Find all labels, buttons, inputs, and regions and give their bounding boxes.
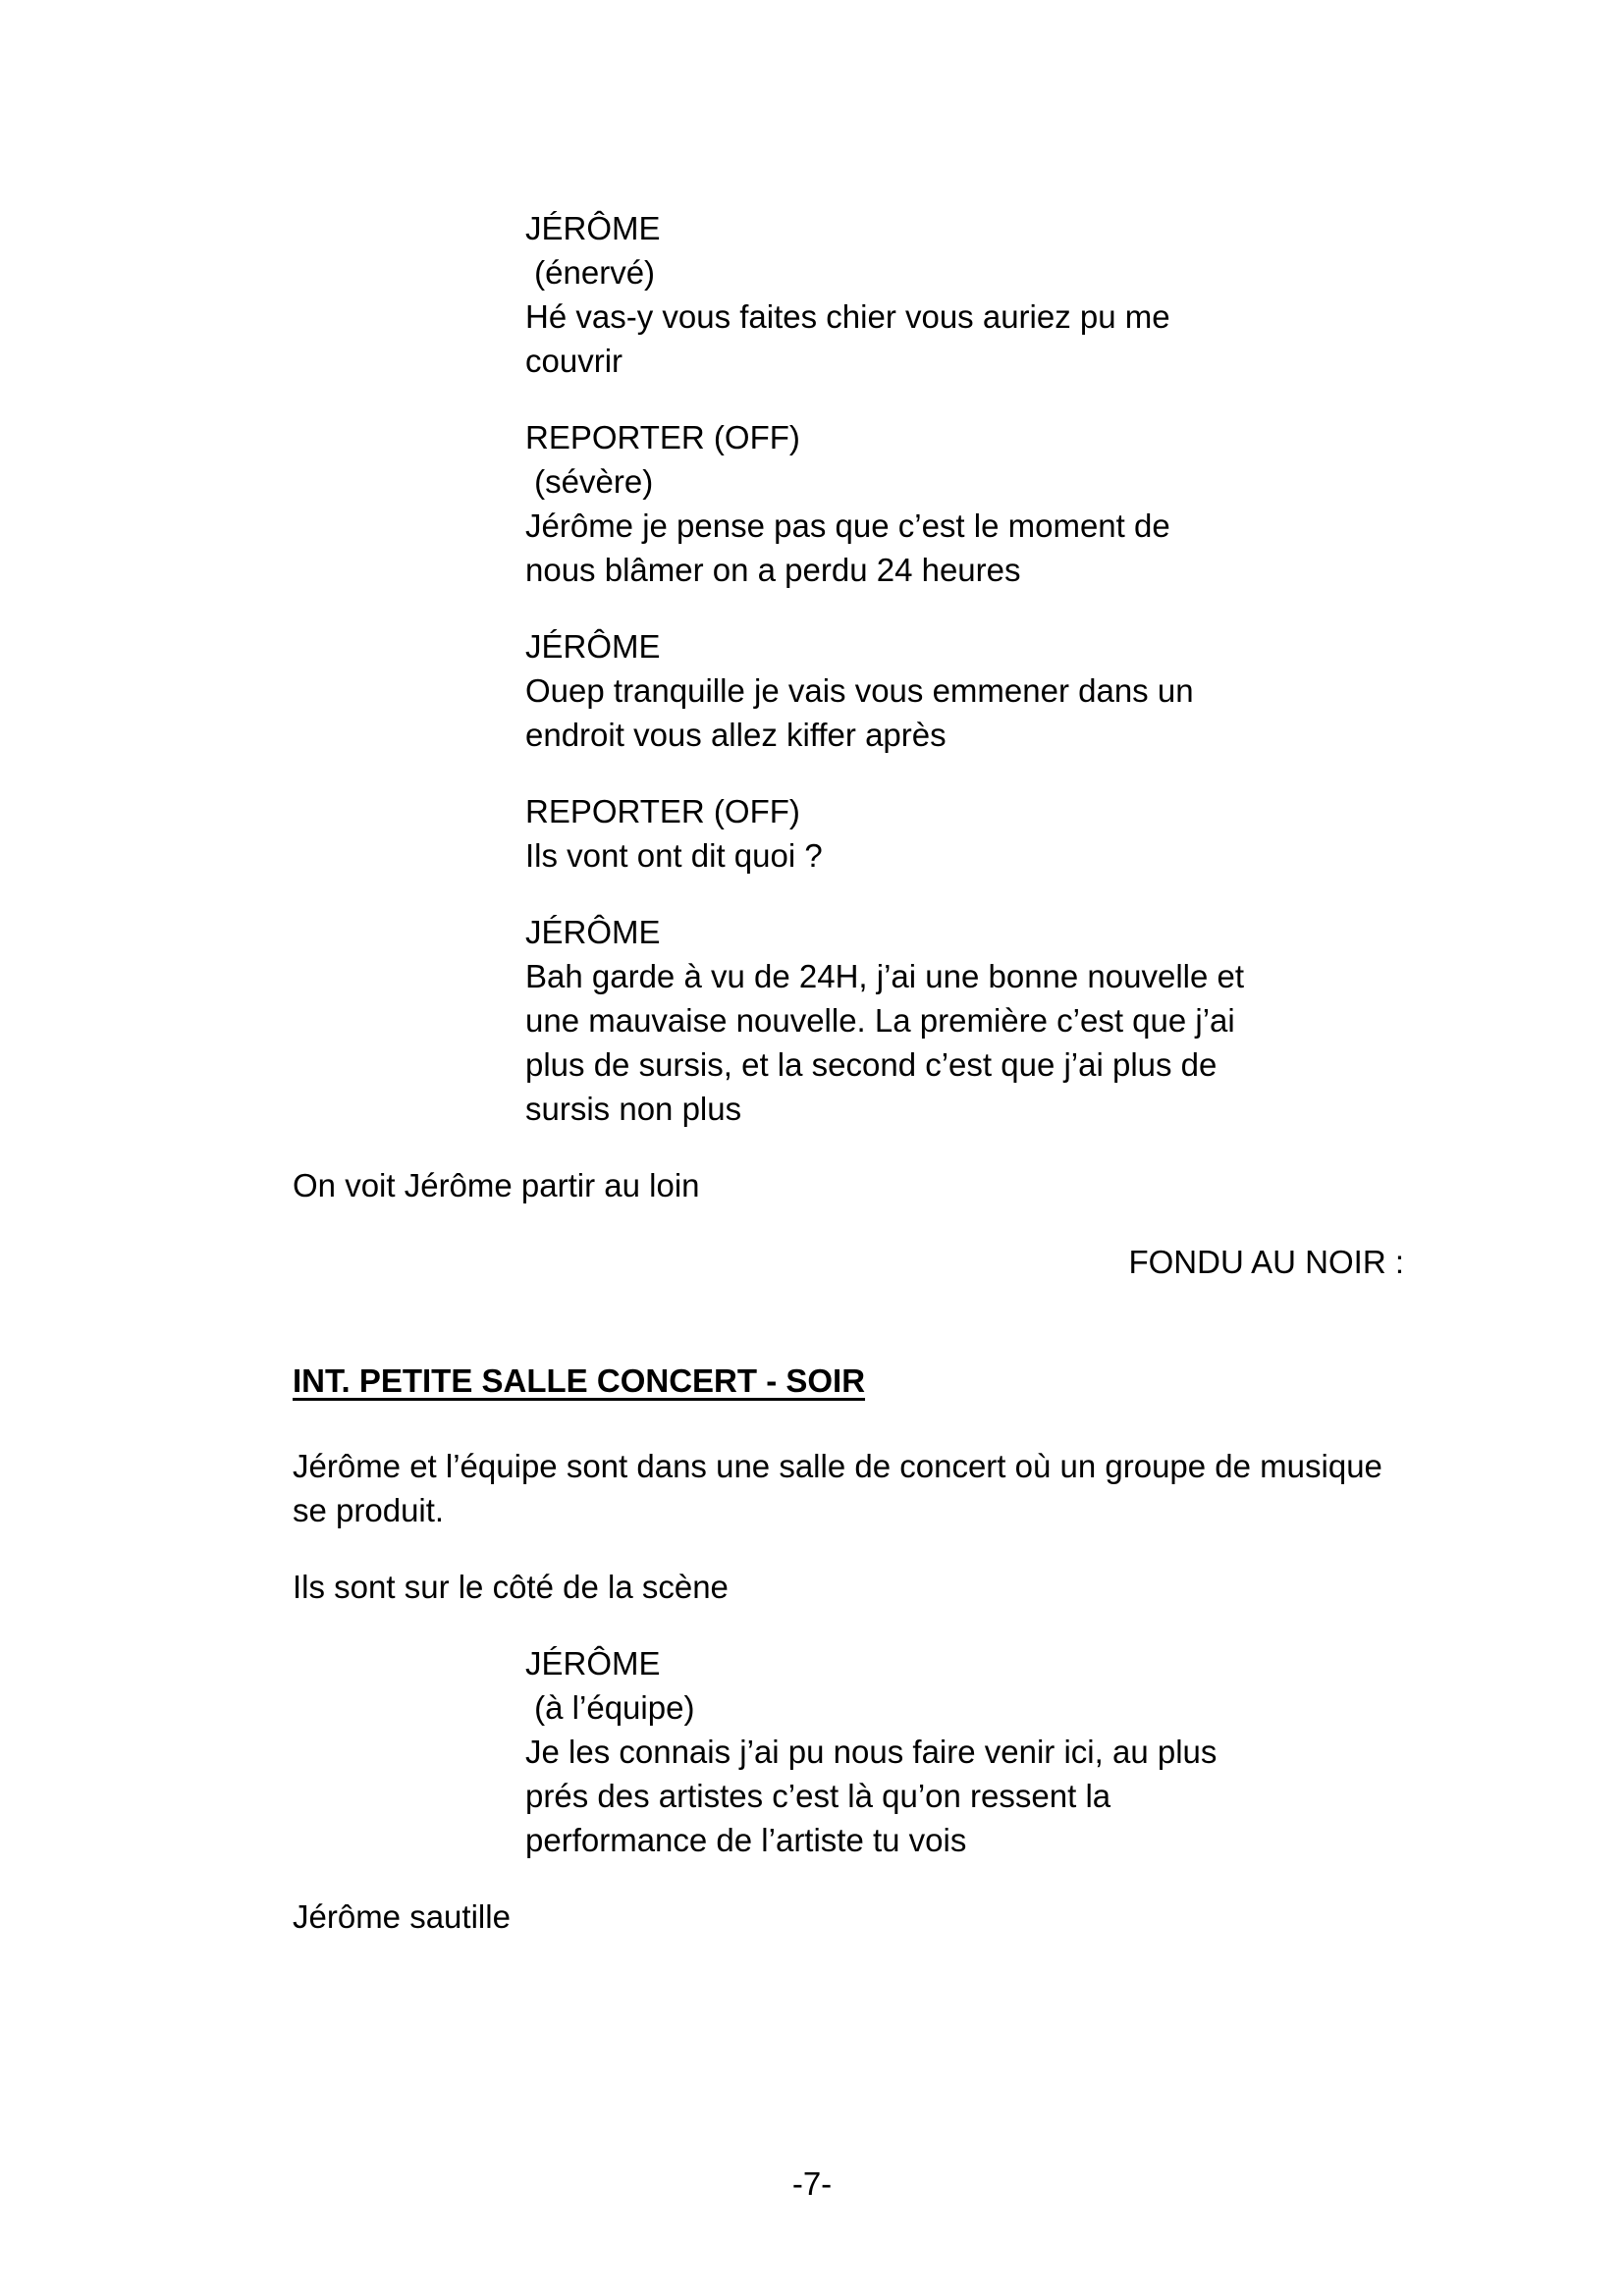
dialogue-line: Ils vont ont dit quoi ? <box>525 837 823 874</box>
dialogue-line: nous blâmer on a perdu 24 heures <box>525 552 1021 588</box>
action-text: Ils sont sur le côté de la scène <box>293 1569 729 1605</box>
dialogue-line: Je les connais j’ai pu nous faire venir ici, au plus <box>525 1734 1218 1770</box>
character-name: JÉRÔME <box>525 1645 661 1682</box>
character-name: JÉRÔME <box>525 914 661 950</box>
character-name: REPORTER (OFF) <box>525 419 800 455</box>
action-text: se produit. <box>293 1492 445 1528</box>
parenthetical: (sévère) <box>525 463 654 500</box>
dialogue-line: Jérôme je pense pas que c’est le moment de <box>525 507 1170 544</box>
dialogue-line: Ouep tranquille je vais vous emmener dans un <box>525 672 1194 709</box>
action-block <box>293 1444 1453 1532</box>
dialogue-block <box>525 206 1453 383</box>
dialogue-line: plus de sursis, et la second c’est que j’ai plus de <box>525 1046 1218 1083</box>
parenthetical: (à l’équipe) <box>525 1689 695 1726</box>
dialogue-line: Bah garde à vu de 24H, j’ai une bonne nouvelle et <box>525 958 1245 994</box>
dialogue-line: sursis non plus <box>525 1091 742 1127</box>
action-text: Jérôme et l’équipe sont dans une salle de concert où un groupe de musique <box>293 1448 1382 1484</box>
parenthetical: (énervé) <box>525 254 656 291</box>
scene-heading <box>293 1359 1453 1403</box>
action-block <box>293 1895 1453 1939</box>
character-name: JÉRÔME <box>525 628 661 665</box>
dialogue-line: prés des artistes c’est là qu’on ressent la <box>525 1778 1111 1814</box>
action-text: Jérôme sautille <box>293 1898 511 1935</box>
character-name: JÉRÔME <box>525 210 661 246</box>
dialogue-block <box>525 910 1453 1131</box>
page-number: -7- <box>791 2165 833 2202</box>
dialogue-line: performance de l’artiste tu vois <box>525 1822 967 1858</box>
scene-heading-text: INT. PETITE SALLE CONCERT - SOIR <box>293 1362 866 1399</box>
dialogue-block <box>525 789 1453 878</box>
dialogue-line: endroit vous allez kiffer après <box>525 717 947 753</box>
dialogue-block <box>525 415 1453 592</box>
dialogue-line: une mauvaise nouvelle. La première c’est que j’ai <box>525 1002 1235 1039</box>
script-content <box>293 206 1453 1939</box>
dialogue-line: Hé vas-y vous faites chier vous auriez pu me <box>525 298 1170 335</box>
character-name: REPORTER (OFF) <box>525 793 800 829</box>
action-text: On voit Jérôme partir au loin <box>293 1167 700 1203</box>
dialogue-block <box>525 1641 1453 1862</box>
action-block <box>293 1163 1453 1207</box>
dialogue-block <box>525 624 1453 757</box>
dialogue-line: couvrir <box>525 343 623 379</box>
transition-text: FONDU AU NOIR : <box>1128 1244 1404 1280</box>
transition-block <box>293 1240 1453 1284</box>
action-block <box>293 1565 1453 1609</box>
